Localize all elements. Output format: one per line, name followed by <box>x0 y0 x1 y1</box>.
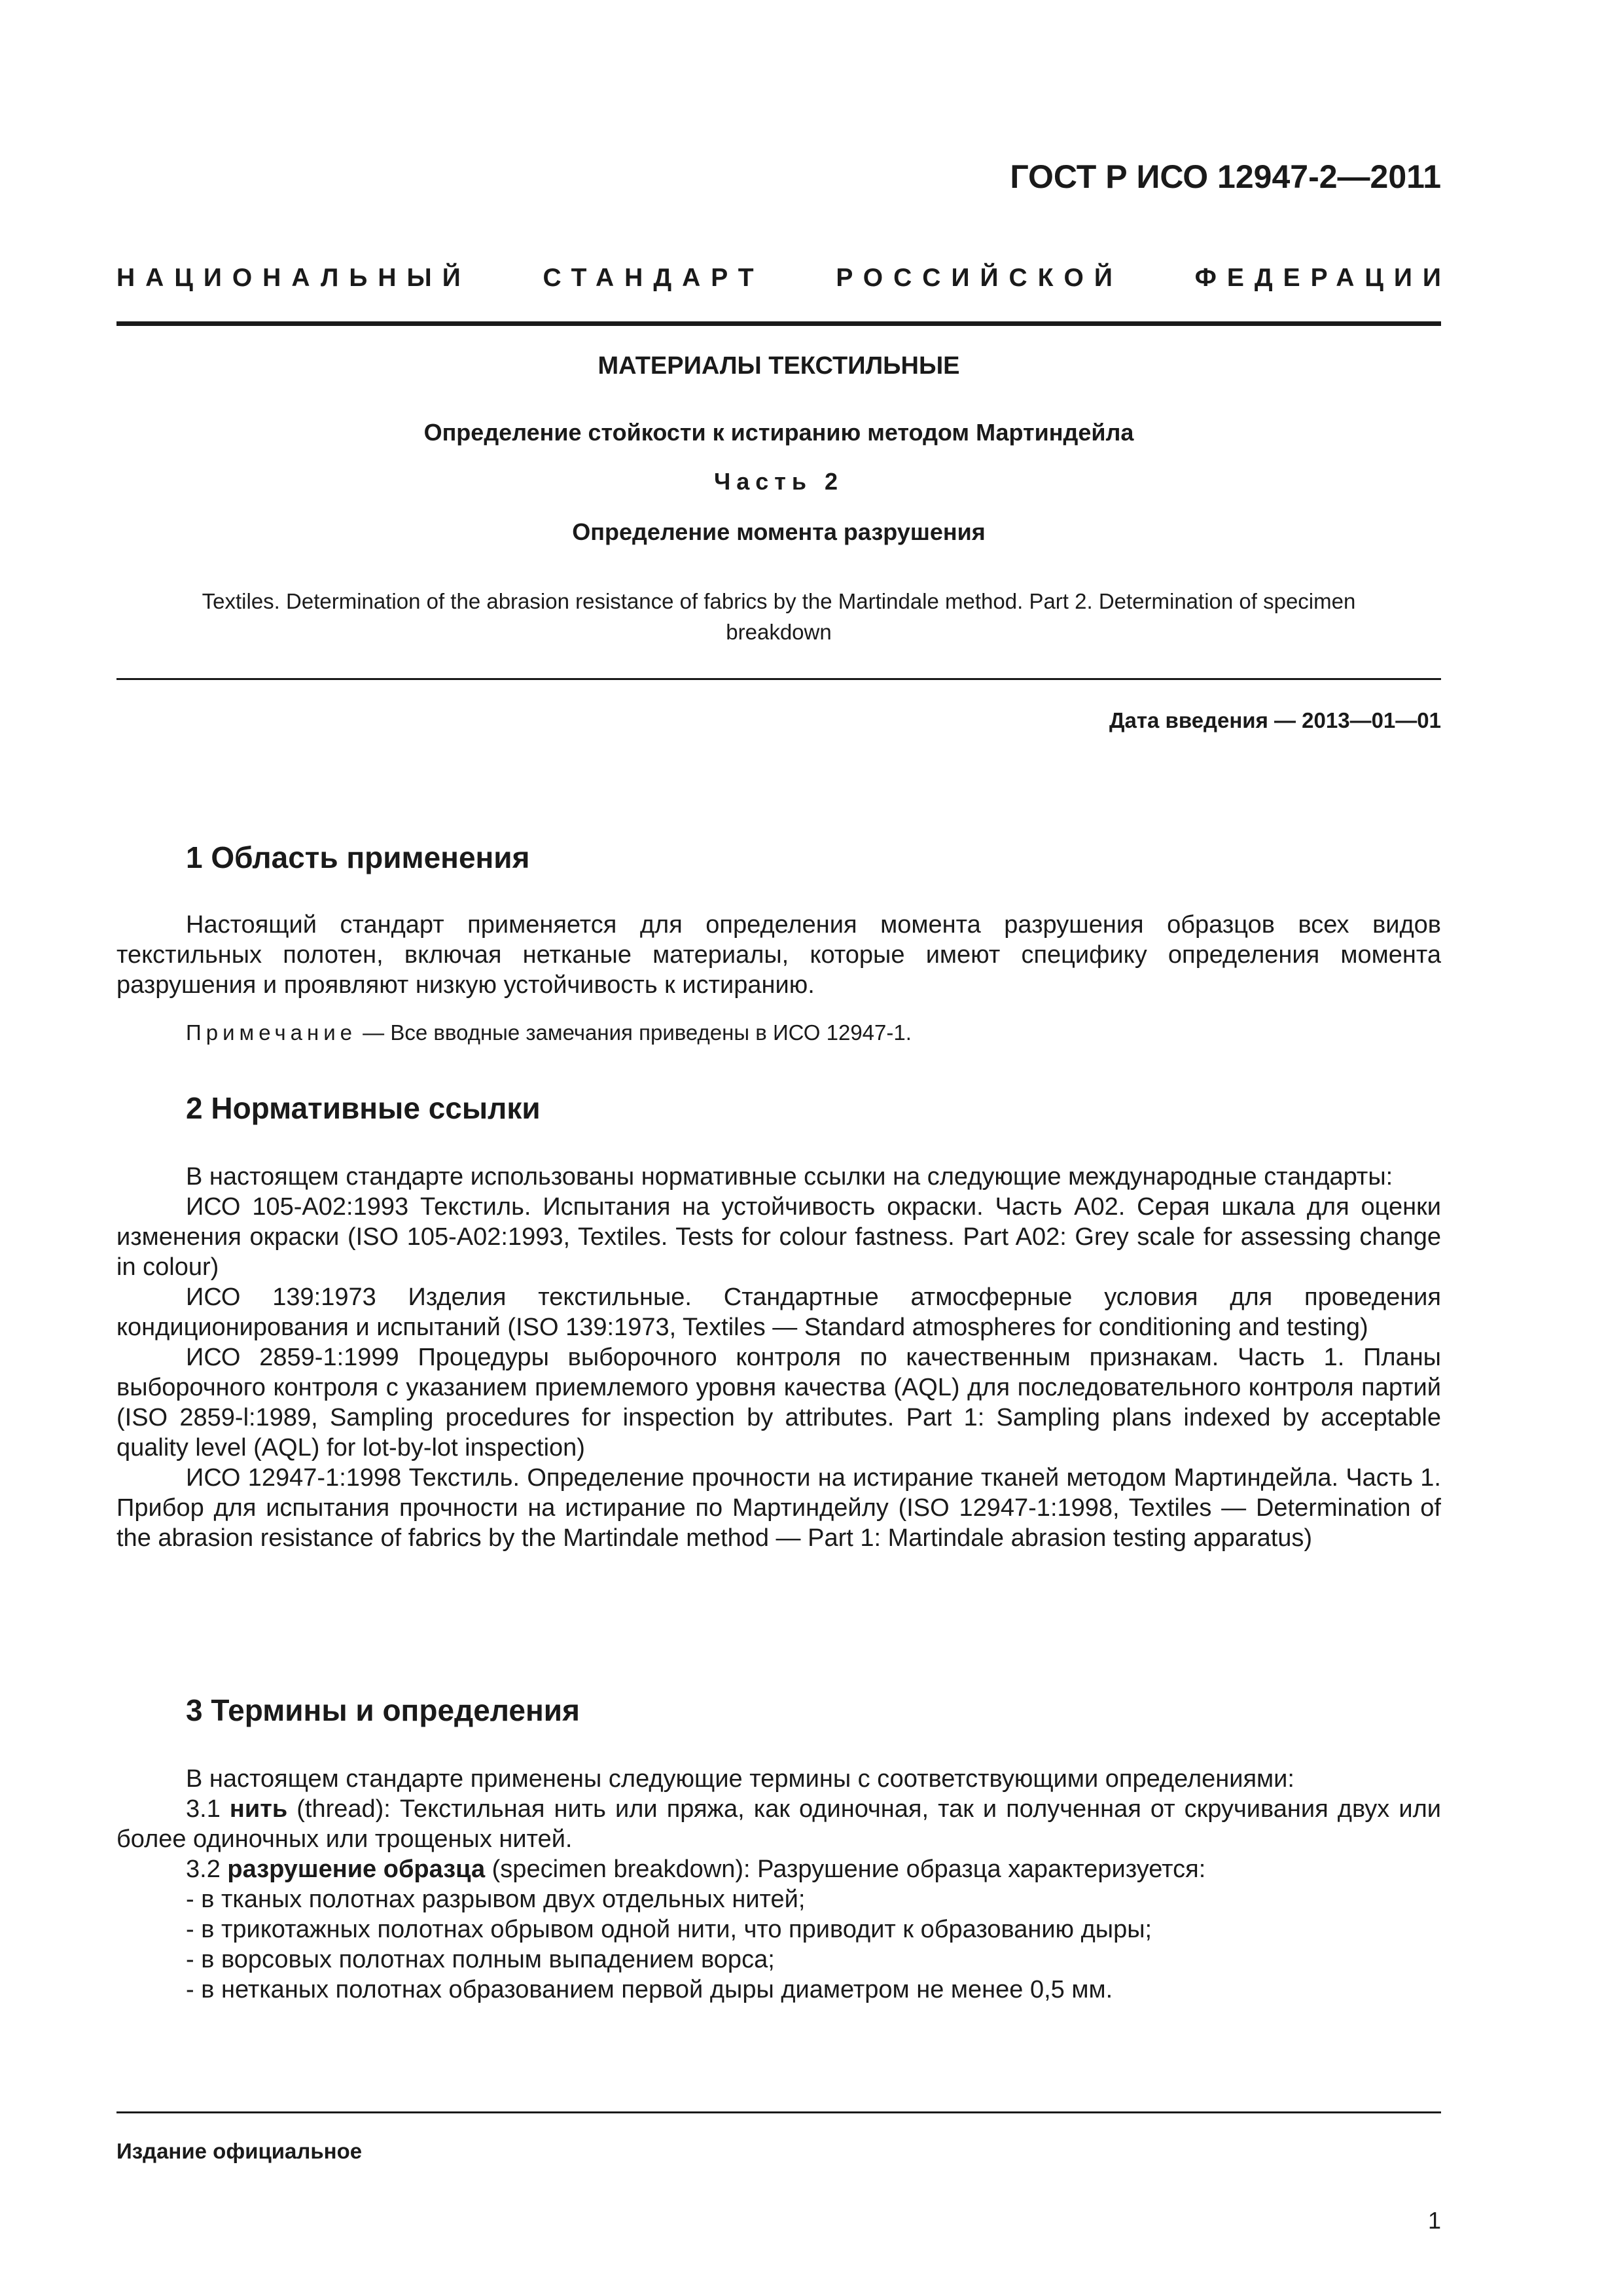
title-rule <box>116 678 1441 680</box>
official-edition-label: Издание официальное <box>116 2139 363 2163</box>
section-1-note <box>116 1018 1441 1048</box>
section-1-paragraph: Настоящий стандарт применяется для определения момента разрушения образцов всех видов текстильных полотен, включая нетканые материалы, которые имеют специфику определения момента разрушения и проявляют низкую устойчивость к истиранию. <box>116 911 1441 999</box>
national-word: СТАНДАРТ <box>543 264 764 292</box>
term-definition <box>116 1794 1441 1854</box>
term-number: 3.1 <box>186 1795 230 1823</box>
subtitle: Определение стойкости к истиранию методом Мартиндейла <box>423 419 1134 446</box>
page-number: 1 <box>1427 2207 1441 2234</box>
document-code: ГОСТ Р ИСО 12947-2—2011 <box>1010 158 1441 195</box>
section-2-title: 2 Нормативные ссылки <box>186 1091 541 1125</box>
national-word: ФЕДЕРАЦИИ <box>1194 264 1452 292</box>
note-paragraph <box>116 1018 1441 1048</box>
part-title: Определение момента разрушения <box>572 518 986 545</box>
normative-reference: ИСО 105-А02:1993 Текстиль. Испытания на устойчивость окраски. Часть А02. Серая шкала для оценки изменения окраски (ISO 105-A02:1993, Textiles. Tests for colour fastness. Part A02: Grey scale for assessing change in colour) <box>116 1193 1441 1281</box>
breakdown-criterion: - в ворсовых полотнах полным выпадением ворса; <box>186 1946 775 1973</box>
normative-reference: ИСО 2859-1:1999 Процедуры выборочного контроля по качественным признакам. Часть 1. Планы выборочного контроля с указанием приемлемого уровня качества (AQL) для последовательного контроля партий (ISO 2859-l:1989, Sampling procedures for inspection by attributes. Part 1: Sampling plans indexed by acceptable quality level (AQL) for lot-by-lot inspection) <box>116 1344 1441 1462</box>
normative-reference: ИСО 12947-1:1998 Текстиль. Определение прочности на истирание тканей методом Мартиндейла. Часть 1. Прибор для испытания прочности на истирание по Мартиндейлу (ISO 12947-1:1998, Textiles — Determination of the abrasion resistance of fabrics by the Martindale method — Part 1: Martindale abrasion testing apparatus) <box>116 1464 1441 1552</box>
national-word: РОССИЙСКОЙ <box>836 264 1123 292</box>
term-text: (thread): Текстильная нить или пряжа, как одиночная, так и полученная от скручивания двух или более одиночных или трощеных нитей. <box>116 1795 1441 1853</box>
breakdown-criterion: - в нетканых полотнах образованием первой дыры диаметром не менее 0,5 мм. <box>186 1976 1113 2003</box>
note-label: Примечание <box>186 1020 357 1045</box>
note-text: — Все вводные замечания приведены в ИСО 12947-1. <box>357 1020 912 1045</box>
normative-reference: ИСО 139:1973 Изделия текстильные. Стандартные атмосферные условия для проведения кондиционирования и испытаний (ISO 139:1973, Textiles — Standard atmospheres for conditioning and testing) <box>116 1283 1441 1341</box>
section-2-body <box>116 1162 1441 1553</box>
footer-rule <box>116 2111 1441 2113</box>
section-3-body <box>116 1764 1441 2005</box>
english-title: Textiles. Determination of the abrasion resistance of fabrics by the Martindale method. Part 2. Determination of specimen breakdown <box>202 589 1356 644</box>
term-number: 3.2 <box>186 1856 228 1883</box>
document-page <box>116 0 1452 2296</box>
term-name: разрушение образца <box>227 1856 486 1883</box>
main-title: МАТЕРИАЛЫ ТЕКСТИЛЬНЫЕ <box>597 352 960 380</box>
section-3-intro: В настоящем стандарте применены следующие термины с соответствующими определениями: <box>186 1765 1294 1793</box>
national-word: НАЦИОНАЛЬНЫЙ <box>116 264 471 292</box>
national-standard-heading <box>116 264 1452 292</box>
header-thick-rule <box>116 321 1441 326</box>
breakdown-criterion: - в трикотажных полотнах обрывом одной нити, что приводит к образованию дыры; <box>186 1916 1152 1943</box>
section-1-body <box>116 910 1441 1000</box>
section-2-intro: В настоящем стандарте использованы нормативные ссылки на следующие международные стандарты: <box>186 1163 1393 1191</box>
section-3-title: 3 Термины и определения <box>186 1693 580 1727</box>
term-name: нить <box>229 1795 288 1823</box>
breakdown-criterion: - в тканых полотнах разрывом двух отдельных нитей; <box>186 1886 806 1913</box>
term-definition <box>116 1854 1441 1884</box>
part-label: Часть 2 <box>713 468 844 495</box>
introduction-date: Дата введения — 2013—01—01 <box>1109 708 1441 732</box>
term-text: (specimen breakdown): Разрушение образца характеризуется: <box>485 1856 1206 1883</box>
section-1-title: 1 Область применения <box>186 840 530 874</box>
